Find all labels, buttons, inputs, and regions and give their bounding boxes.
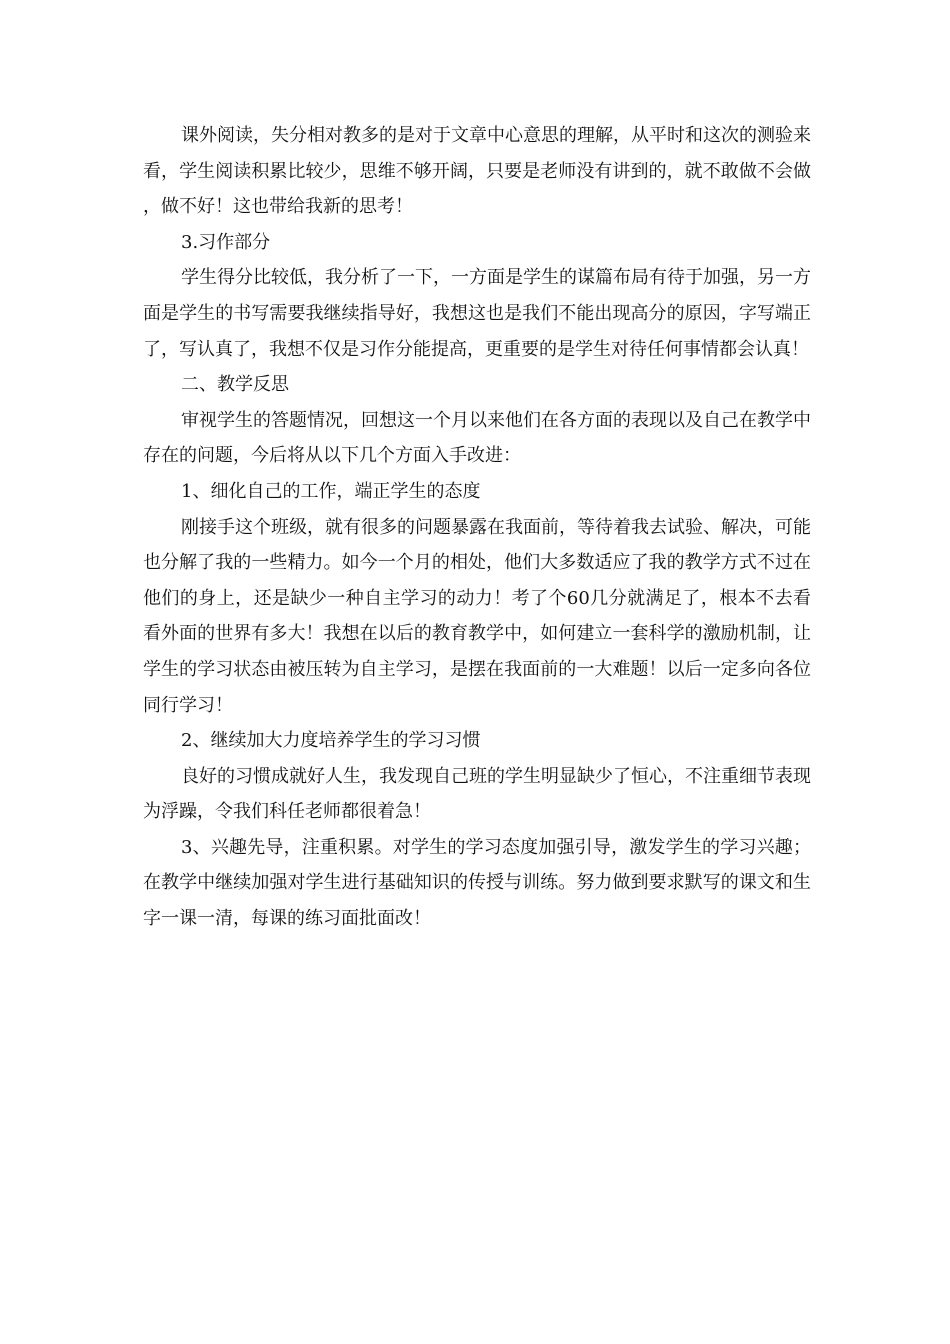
- section-heading-reflection: 二、教学反思: [181, 374, 289, 396]
- paragraph-study-habits: 良好的习惯成就好人生，我发现自己班的学生明显缺少了恒心，不注重细节表现为浮躁，令我们科任老师都很着急！: [143, 765, 811, 823]
- subheading-refine-work: 1、细化自己的工作，端正学生的态度: [181, 480, 481, 502]
- section-heading-writing: 3.习作部分: [181, 231, 271, 253]
- paragraph-reading-analysis: 课外阅读，失分相对教多的是对于文章中心意思的理解，从平时和这次的测验来看，学生阅读积累比较少，思维不够开阔，只要是老师没有讲到的，就不敢做不会做，做不好！这也带给我新的思考！: [143, 125, 811, 218]
- paragraph-reflection-intro: 审视学生的答题情况，回想这一个月以来他们在各方面的表现以及自己在教学中存在的问题，今后将从以下几个方面入手改进：: [143, 409, 811, 467]
- subheading-study-habits: 2、继续加大力度培养学生的学习习惯: [181, 730, 481, 752]
- paragraph-interest-first: 3、兴趣先导，注重积累。对学生的学习态度加强引导，激发学生的学习兴趣；在教学中继续加强对学生进行基础知识的传授与训练。努力做到要求默写的课文和生字一课一清，每课的练习面批面改！: [143, 836, 811, 930]
- paragraph-writing-analysis: 学生得分比较低，我分析了一下，一方面是学生的谋篇布局有待于加强，另一方面是学生的书写需要我继续指导好，我想这也是我们不能出现高分的原因，字写端正了，写认真了，我想不仅是习作分能提高，更重要的是学生对待任何事情都会认真！: [143, 267, 811, 360]
- document-body: [143, 118, 811, 937]
- paragraph-refine-work: 刚接手这个班级，就有很多的问题暴露在我面前，等待着我去试验、解决，可能也分解了我的一些精力。如今一个月的相处，他们大多数适应了我的教学方式不过在他们的身上，还是缺少一种自主学习的动力！考了个60几分就满足了，根本不去看看外面的世界有多大！我想在以后的教育教学中，如何建立一套科学的激励机制，让学生的学习状态由被压转为自主学习，是摆在我面前的一大难题！以后一定多向各位同行学习！: [143, 516, 811, 716]
